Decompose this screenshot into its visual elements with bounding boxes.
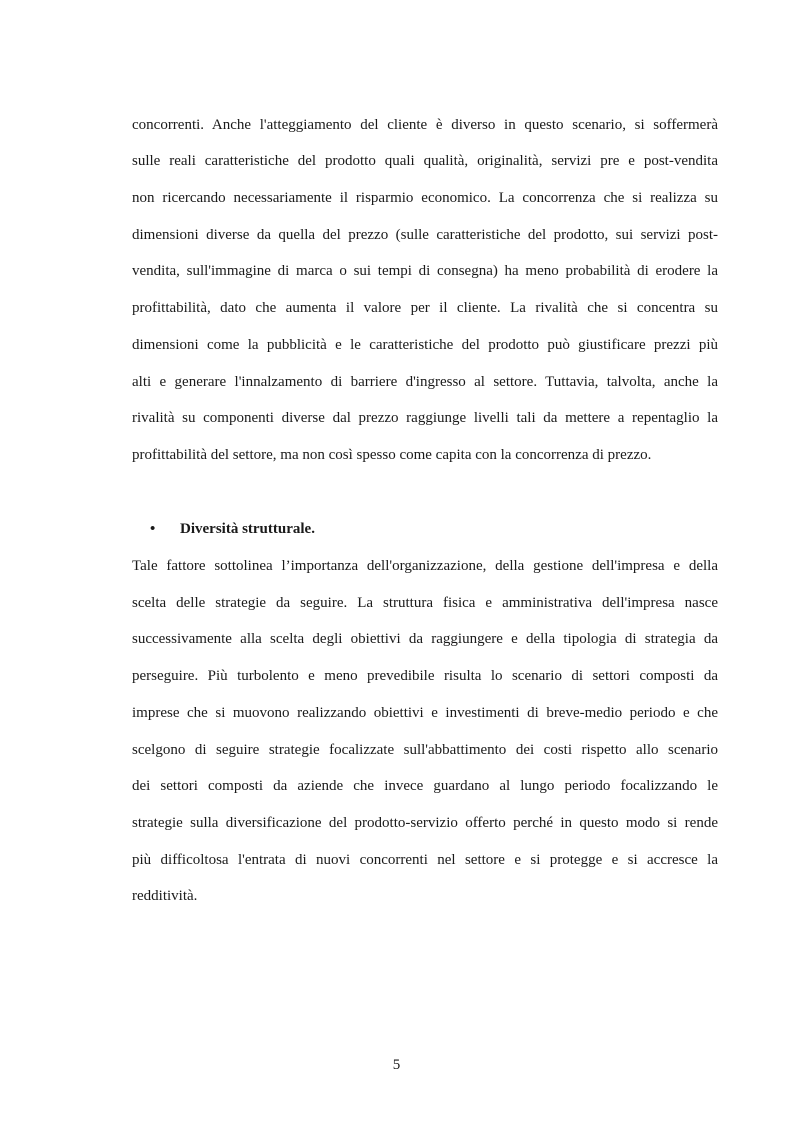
text-line: rivalità su componenti diverse dal prezzo raggiunge livelli tali da mettere a repentaglio la bbox=[132, 410, 718, 426]
text-line: scelgono di seguire strategie focalizzate sull'abbattimento dei costi rispetto allo scenario bbox=[132, 742, 718, 758]
bullet-icon: • bbox=[150, 521, 156, 537]
text-line: dei settori composti da aziende che invece guardano al lungo periodo focalizzando le bbox=[132, 778, 718, 794]
text-line: redditività. bbox=[132, 888, 198, 904]
text-line: concorrenti. Anche l'atteggiamento del cliente è diverso in questo scenario, si soffermerà bbox=[132, 117, 718, 133]
text-line: successivamente alla scelta degli obiettivi da raggiungere e della tipologia di strategia da bbox=[132, 631, 718, 647]
bullet-item bbox=[150, 520, 315, 538]
section-heading: Diversità strutturale. bbox=[180, 521, 315, 537]
text-line: strategie sulla diversificazione del prodotto-servizio offerto perché in questo modo si rende bbox=[132, 815, 718, 831]
text-line: profittabilità, dato che aumenta il valore per il cliente. La rivalità che si concentra su bbox=[132, 300, 718, 316]
page-number: 5 bbox=[392, 1057, 401, 1073]
text-line: profittabilità del settore, ma non così spesso come capita con la concorrenza di prezzo. bbox=[132, 447, 652, 463]
text-line: vendita, sull'immagine di marca o sui tempi di consegna) ha meno probabilità di erodere la bbox=[132, 263, 718, 279]
text-line: imprese che si muovono realizzando obiettivi e investimenti di breve-medio periodo e che bbox=[132, 705, 718, 721]
text-line: Tale fattore sottolinea l’importanza dell'organizzazione, della gestione dell'impresa e della bbox=[132, 558, 718, 574]
text-line: alti e generare l'innalzamento di barriere d'ingresso al settore. Tuttavia, talvolta, anche la bbox=[132, 374, 718, 390]
text-line: non ricercando necessariamente il risparmio economico. La concorrenza che si realizza su bbox=[132, 190, 718, 206]
text-line: dimensioni diverse da quella del prezzo (sulle caratteristiche del prodotto, sui servizi post- bbox=[132, 227, 718, 243]
text-line: scelta delle strategie da seguire. La struttura fisica e amministrativa dell'impresa nasce bbox=[132, 595, 718, 611]
text-line: sulle reali caratteristiche del prodotto quali qualità, originalità, servizi pre e post-vendita bbox=[132, 153, 718, 169]
text-line: dimensioni come la pubblicità e le caratteristiche del prodotto può giustificare prezzi più bbox=[132, 337, 718, 353]
text-line: più difficoltosa l'entrata di nuovi concorrenti nel settore e si protegge e si accresce la bbox=[132, 852, 718, 868]
text-line: perseguire. Più turbolento e meno prevedibile risulta lo scenario di settori composti da bbox=[132, 668, 718, 684]
